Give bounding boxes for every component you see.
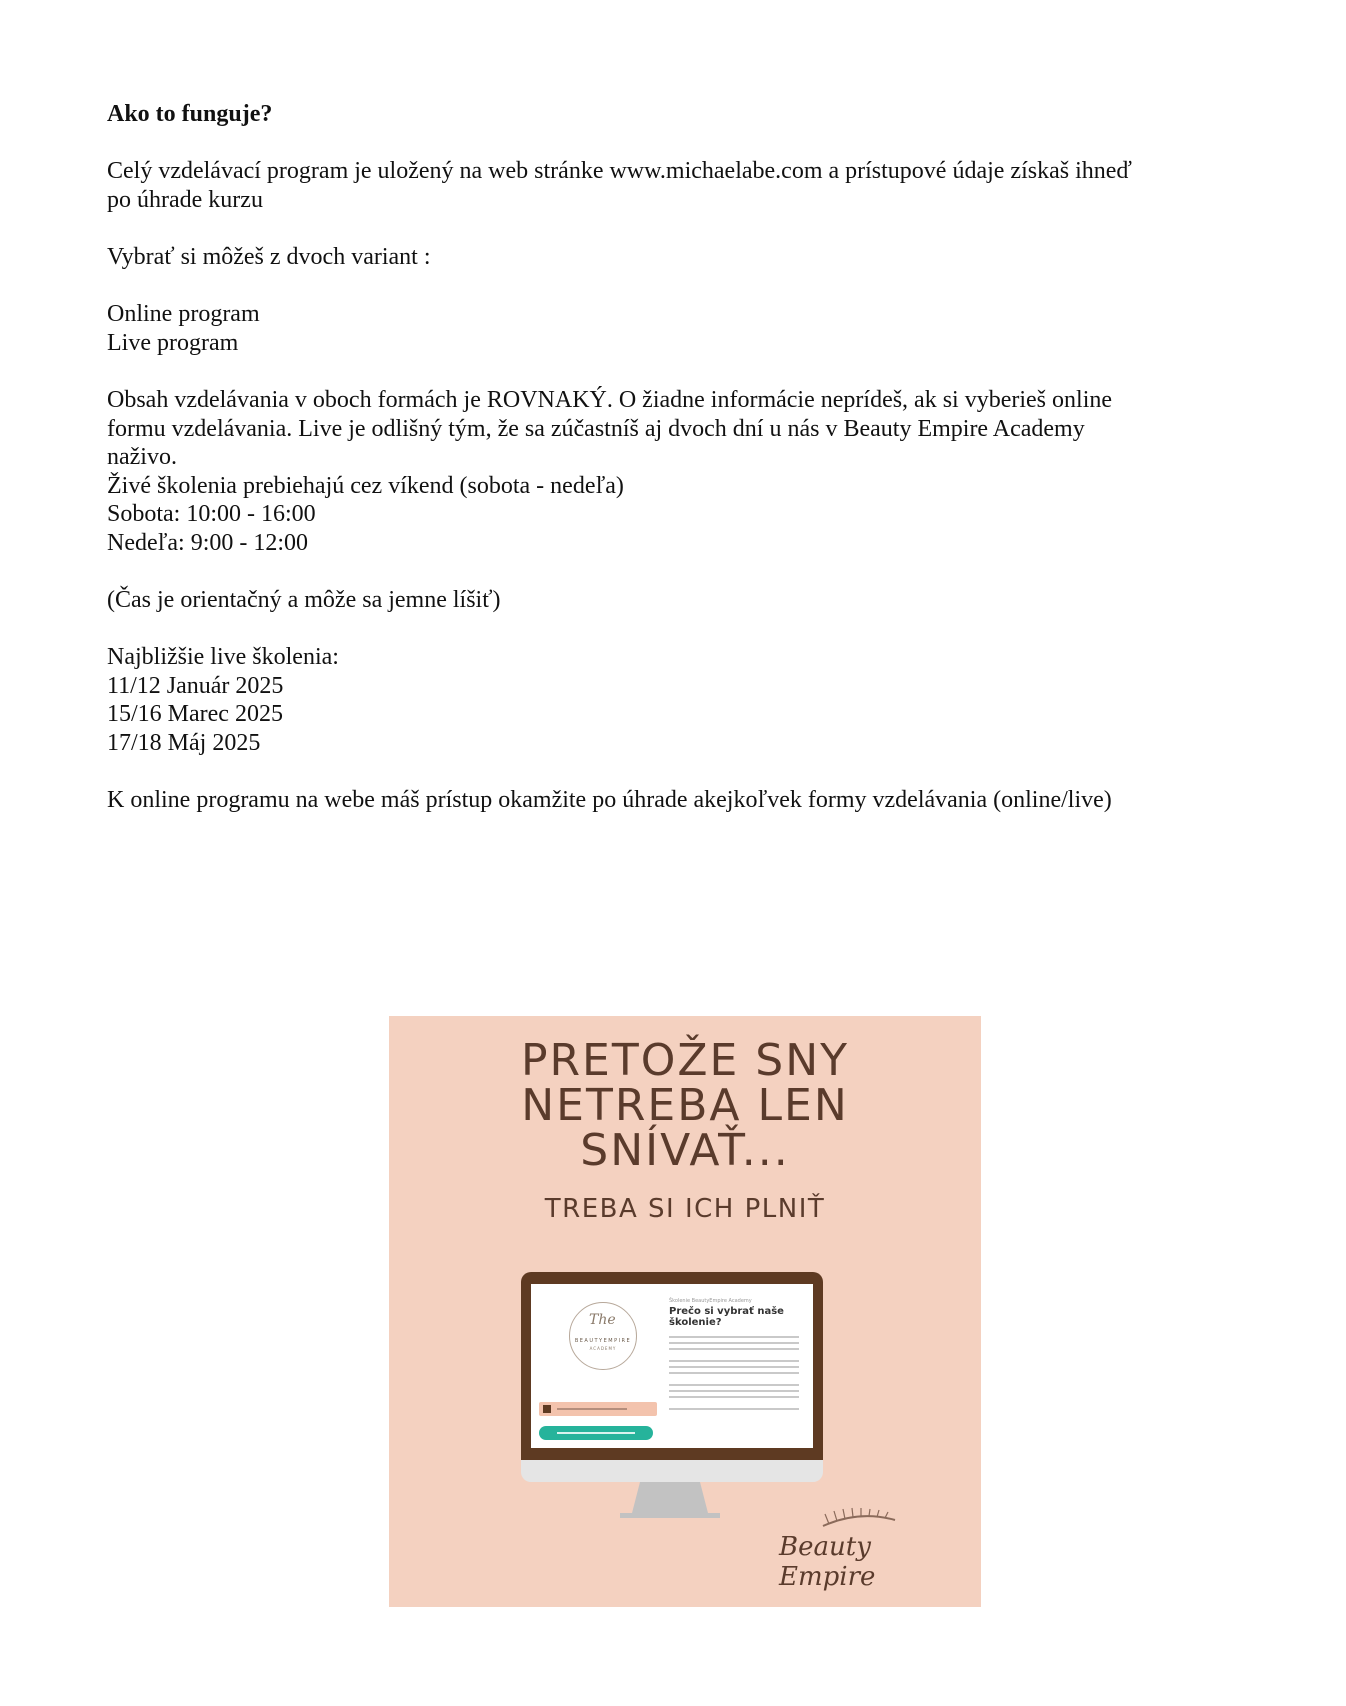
document-body <box>107 100 1267 843</box>
content-line: formu vzdelávania. Live je odlišný tým, že sa zúčastníš aj dvoch dní u nás v Beauty Empire Academy <box>107 415 1085 442</box>
eyelash-logo-icon <box>819 1506 899 1530</box>
screen-text-lines <box>669 1336 799 1414</box>
academy-logo-name: BEAUTYEMPIRE <box>574 1338 632 1344</box>
section-heading: Ako to funguje? <box>107 101 273 127</box>
variants-list <box>107 300 1267 357</box>
variants-intro: Vybrať si môžeš z dvoch variant : <box>107 243 431 270</box>
content-paragraph <box>107 386 1267 558</box>
intro-paragraph <box>107 157 1267 214</box>
access-note: K online programu na webe máš prístup okamžite po úhrade akejkoľvek formy vzdelávania (online/live) <box>107 787 1112 814</box>
screen-kicker: Školenie BeautyEmpire Academy <box>669 1298 752 1304</box>
content-line: naživo. <box>107 444 177 471</box>
variant-item: Live program <box>107 329 239 356</box>
content-line: Obsah vzdelávania v oboch formách je ROVNAKÝ. O žiadne informácie neprídeš, ak si vyberieš online <box>107 386 1113 413</box>
upcoming-title: Najbližšie live školenia: <box>107 644 339 671</box>
monitor-illustration <box>521 1272 823 1460</box>
brand-logo-text: Beauty Empire <box>779 1532 876 1592</box>
weekend-line: Živé školenia prebiehajú cez víkend (sobota - nedeľa) <box>107 472 624 499</box>
screen-note-bar <box>539 1402 657 1416</box>
academy-logo-sub: ACADEMY <box>589 1346 617 1351</box>
upcoming-date: 15/16 Marec 2025 <box>107 701 283 728</box>
academy-logo-the: The <box>589 1312 616 1328</box>
promo-banner <box>389 1016 981 1607</box>
time-note: (Čas je orientačný a môže sa jemne líšiť) <box>107 587 501 614</box>
promo-headline <box>389 1035 981 1176</box>
promo-headline-line: NETREBA LEN <box>521 1080 849 1131</box>
screen-cta-button <box>539 1426 653 1440</box>
intro-line: po úhrade kurzu <box>107 186 263 213</box>
monitor-screen <box>531 1284 813 1448</box>
screen-title: Prečo si vybrať naše školenie? <box>669 1306 784 1328</box>
promo-subline: TREBA SI ICH PLNIŤ <box>544 1194 826 1224</box>
upcoming-date: 11/12 Január 2025 <box>107 672 284 699</box>
intro-line: Celý vzdelávací program je uložený na web stránke www.michaelabe.com a prístupové údaje získaš ihneď <box>107 158 1132 185</box>
monitor-stand <box>620 1482 720 1518</box>
saturday-hours: Sobota: 10:00 - 16:00 <box>107 501 316 528</box>
promo-headline-line: SNÍVAŤ... <box>580 1125 790 1176</box>
sunday-hours: Nedeľa: 9:00 - 12:00 <box>107 529 309 556</box>
monitor-chin <box>521 1460 823 1482</box>
variant-item: Online program <box>107 301 260 328</box>
upcoming-list <box>107 643 1267 757</box>
upcoming-date: 17/18 Máj 2025 <box>107 730 261 757</box>
promo-headline-line: PRETOŽE SNY <box>520 1035 850 1086</box>
